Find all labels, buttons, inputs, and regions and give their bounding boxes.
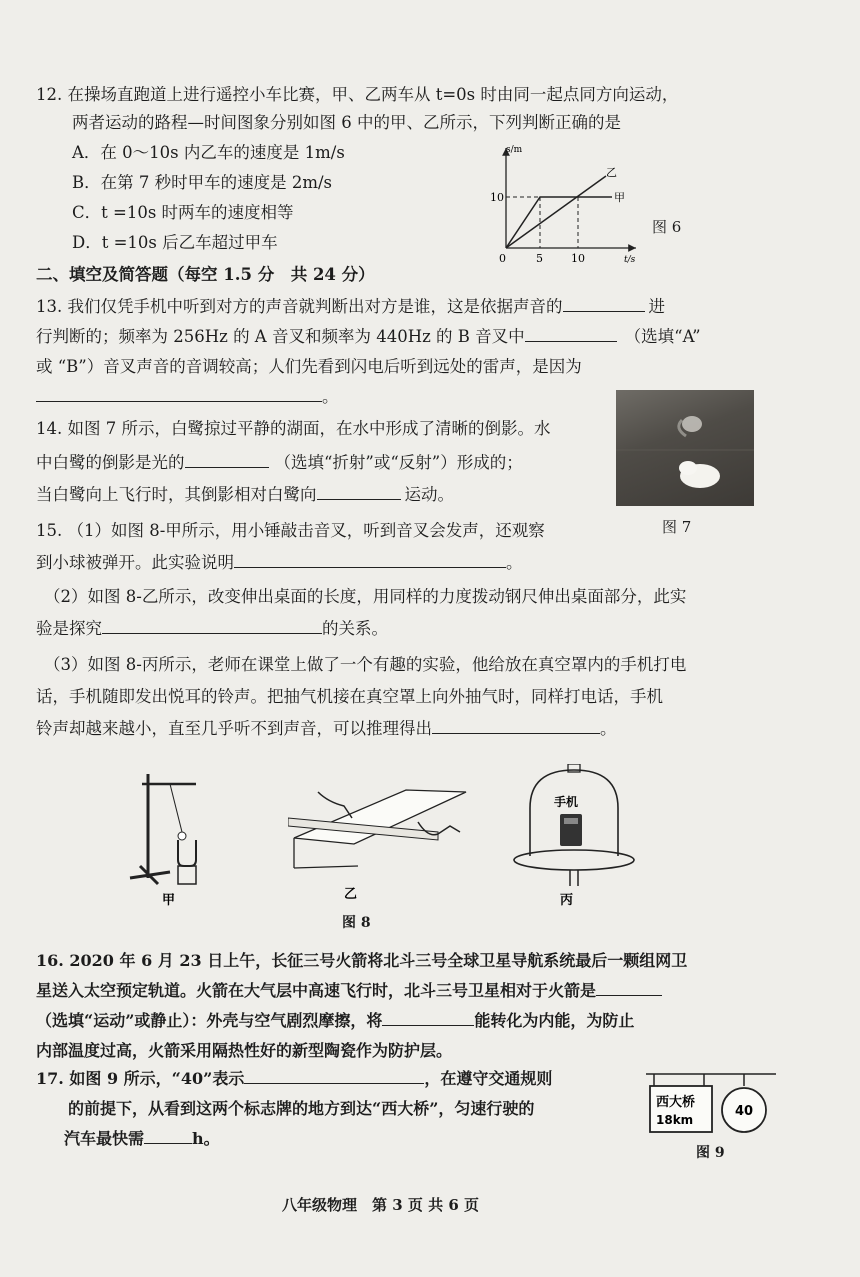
q15-blank-1[interactable] [234, 553, 506, 568]
figure-6-st-graph [486, 140, 646, 272]
x-tick-5: 5 [536, 252, 543, 265]
line-jia [506, 197, 612, 248]
q17-line-3 [64, 1128, 220, 1150]
q15-blank-2[interactable] [102, 619, 322, 634]
figure-8-caption: 图 8 [342, 915, 371, 931]
q14-text-3a: 当白鹭向上飞行时，其倒影相对白鹭向 [36, 485, 317, 504]
q13-line-3: 或 “B”）音叉声音的音调较高；人们先看到闪电后听到远处的雷声，是因为 [36, 357, 582, 376]
figure-9-traffic-signs [640, 1066, 780, 1146]
figure-9-caption: 图 9 [696, 1145, 725, 1161]
q17-text-3b: h。 [192, 1129, 220, 1148]
q14-line-3 [36, 484, 454, 506]
phone-label: 手机 [554, 795, 579, 809]
q12-option-c: C．t =10s 时两车的速度相等 [72, 203, 294, 222]
line-yi [506, 176, 606, 248]
q17-line-2: 的前提下，从看到这两个标志牌的地方到达“西大桥”，匀速行驶的 [68, 1099, 535, 1118]
figure-8-jia-tuning-fork [120, 760, 230, 910]
q15-part1-line-1: 15. （1）如图 8-甲所示，用小锤敲击音叉，听到音叉会发声，还观察 [36, 521, 545, 540]
q16-text-2a: 星送入太空预定轨道。火箭在大气层中高速飞行时，北斗三号卫星相对于火箭是 [36, 981, 597, 1000]
figure-7-caption: 图 7 [662, 518, 692, 536]
q15-part2-line-1: （2）如图 8-乙所示，改变伸出桌面的长度，用同样的力度拨动钢尺伸出桌面部分，此实 [44, 587, 687, 606]
q13-text-1a: 13. 我们仅凭手机中听到对方的声音就判断出对方是谁，这是依据声音的 [36, 297, 563, 316]
figure-8-yi-ruler [288, 778, 468, 908]
y-axis-label: s/m [506, 145, 523, 155]
q16-text-3b: 能转化为内能，为防止 [474, 1011, 635, 1030]
q17-blank-1[interactable] [244, 1069, 424, 1084]
label-yi: 乙 [606, 166, 617, 179]
q15-text-1c: 。 [506, 553, 523, 572]
q16-line-4: 内部温度过高，火箭采用隔热性好的新型陶瓷作为防护层。 [36, 1041, 453, 1060]
q13-text-2a: 行判断的；频率为 256Hz 的 A 音叉和频率为 440Hz 的 B 音叉中 [36, 327, 525, 346]
q17-text-3a: 汽车最快需 [64, 1129, 145, 1148]
q17-text-1a: 17. 如图 9 所示，“40”表示 [36, 1069, 245, 1088]
q17-blank-2[interactable] [144, 1129, 192, 1144]
sign-speed: 40 [735, 1104, 754, 1119]
section-2-title: 二、填空及简答题（每空 1.5 分 共 24 分） [36, 265, 375, 284]
x-tick-10: 10 [571, 252, 585, 265]
q15-text-1b: 到小球被弹开。此实验说明 [36, 553, 234, 572]
q12-option-a: A．在 0～10s 内乙车的速度是 1m/s [72, 143, 345, 162]
q15-blank-3[interactable] [432, 719, 600, 734]
q12-line-2: 两者运动的路程—时间图象分别如图 6 中的甲、乙所示，下列判断正确的是 [72, 113, 621, 132]
q14-line-1: 14. 如图 7 所示，白鹭掠过平静的湖面，在水中形成了清晰的倒影。水 [36, 419, 551, 438]
sign-place: 西大桥 [656, 1095, 696, 1110]
q15-part1-line-2 [36, 552, 523, 574]
q16-line-1: 16. 2020 年 6 月 23 日上午，长征三号火箭将北斗三号全球卫星导航系统最后一颗组网卫 [36, 951, 688, 970]
q15-text-2b: 验是探究 [36, 619, 102, 638]
y-tick-10: 10 [490, 191, 504, 204]
q16-line-3 [36, 1010, 634, 1032]
q16-blank-2[interactable] [382, 1011, 474, 1026]
q13-line-2 [36, 326, 701, 348]
origin-label: 0 [499, 252, 506, 265]
q14-blank-1[interactable] [185, 453, 269, 468]
q13-line-4 [36, 386, 339, 408]
q17-text-1b: ，在遵守交通规则 [424, 1069, 553, 1088]
q17-line-1 [36, 1068, 552, 1090]
q14-text-2a: 中白鹭的倒影是光的 [36, 453, 185, 472]
q13-text-2b: （选填“A” [624, 327, 701, 346]
figure-6-caption: 图 6 [652, 218, 682, 236]
q13-text-4b: 。 [322, 387, 339, 406]
q15-text-3d: 。 [600, 719, 617, 738]
label-yi-fig8: 乙 [344, 887, 358, 902]
q15-part3-line-1: （3）如图 8-丙所示，老师在课堂上做了一个有趣的实验，他给放在真空罩内的手机打电 [44, 655, 687, 674]
label-jia: 甲 [614, 191, 625, 204]
q15-text-3c: 铃声却越来越小，直至几乎听不到声音，可以推理得出 [36, 719, 432, 738]
q13-text-1b: 进 [648, 297, 665, 316]
figure-7-egret-photo [616, 390, 754, 506]
q12-option-b: B．在第 7 秒时甲车的速度是 2m/s [72, 173, 333, 192]
q14-blank-2[interactable] [317, 485, 401, 500]
q13-blank-2[interactable] [525, 327, 617, 342]
q13-blank-1[interactable] [563, 297, 645, 312]
q14-line-2 [36, 452, 523, 474]
label-jia-fig8: 甲 [162, 893, 176, 908]
label-bing-fig8: 丙 [560, 893, 574, 908]
figure-8-bing-vacuum-bell [510, 764, 640, 910]
q13-blank-3[interactable] [36, 387, 322, 402]
q12-line-1: 12. 在操场直跑道上进行遥控小车比赛，甲、乙两车从 t=0s 时由同一起点同方向运动， [36, 85, 679, 104]
q15-part3-line-2: 话，手机随即发出悦耳的铃声。把抽气机接在真空罩上向外抽气时，同样打电话，手机 [36, 687, 663, 706]
q15-part3-line-3 [36, 718, 617, 740]
q16-blank-1[interactable] [596, 981, 662, 996]
q14-text-3b: 运动。 [404, 485, 454, 504]
sign-distance: 18km [656, 1113, 694, 1127]
q12-option-d: D．t =10s 后乙车超过甲车 [72, 233, 278, 252]
page-footer: 八年级物理 第 3 页 共 6 页 [282, 1196, 479, 1214]
egret-reflection-image [616, 390, 754, 506]
x-axis-label: t/s [624, 255, 636, 265]
q16-text-3a: （选填“运动”或静止）：外壳与空气剧烈摩擦，将 [36, 1011, 383, 1030]
q14-text-2b: （选填“折射”或“反射”）形成的； [274, 453, 523, 472]
q15-part2-line-2 [36, 618, 388, 640]
q16-line-2 [36, 980, 662, 1002]
q15-text-2c: 的关系。 [322, 619, 388, 638]
q13-line-1 [36, 296, 665, 318]
